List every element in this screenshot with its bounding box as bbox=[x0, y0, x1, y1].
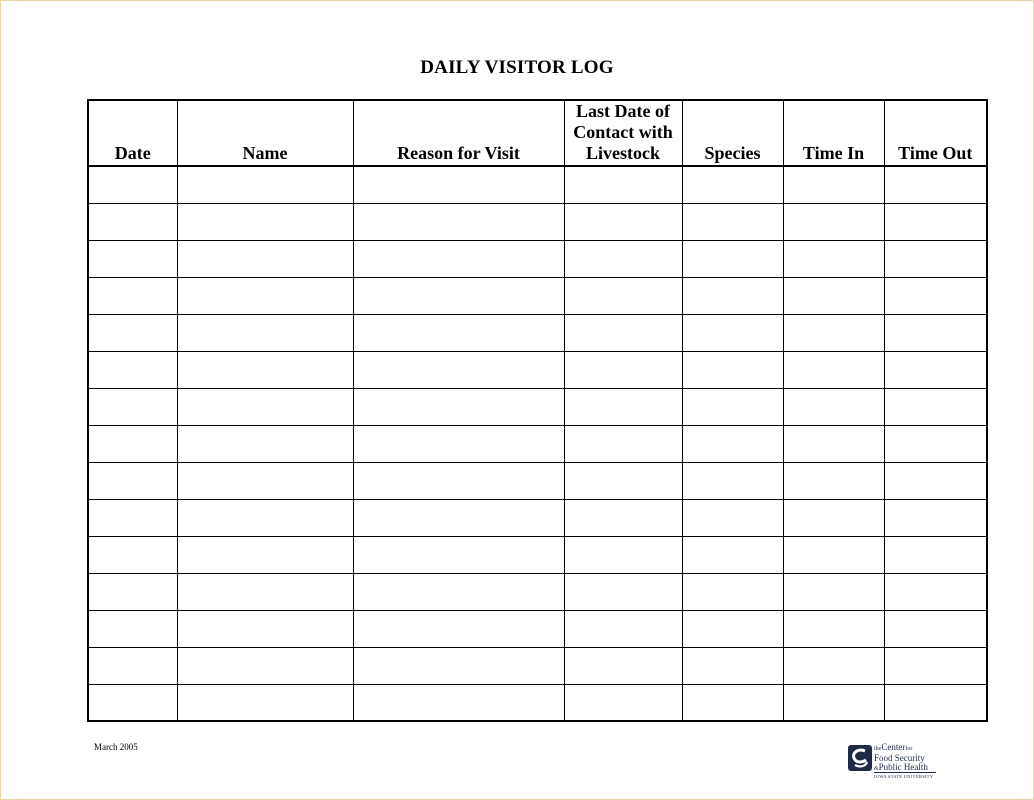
table-row bbox=[88, 240, 987, 277]
cell-reason[interactable] bbox=[353, 388, 564, 425]
logo-ampersand: & bbox=[874, 766, 879, 772]
cell-time-in[interactable] bbox=[783, 684, 884, 721]
cell-date[interactable] bbox=[88, 462, 177, 499]
log-body bbox=[88, 166, 987, 721]
cell-species[interactable] bbox=[682, 277, 783, 314]
cell-name[interactable] bbox=[177, 573, 353, 610]
column-header-last-contact: Last Date of Contact with Livestock bbox=[564, 100, 682, 166]
cell-time-in[interactable] bbox=[783, 351, 884, 388]
cell-last-contact[interactable] bbox=[564, 425, 682, 462]
cell-time-in[interactable] bbox=[783, 610, 884, 647]
cell-reason[interactable] bbox=[353, 203, 564, 240]
cell-date[interactable] bbox=[88, 314, 177, 351]
cell-last-contact[interactable] bbox=[564, 351, 682, 388]
cell-date[interactable] bbox=[88, 499, 177, 536]
column-header-time-out: Time Out bbox=[884, 100, 987, 166]
cell-reason[interactable] bbox=[353, 647, 564, 684]
cell-last-contact[interactable] bbox=[564, 573, 682, 610]
logo-center: Center bbox=[881, 742, 906, 752]
cell-last-contact[interactable] bbox=[564, 684, 682, 721]
cell-date[interactable] bbox=[88, 425, 177, 462]
cell-date[interactable] bbox=[88, 240, 177, 277]
cell-time-out[interactable] bbox=[884, 462, 987, 499]
cell-time-out[interactable] bbox=[884, 314, 987, 351]
cell-species[interactable] bbox=[682, 388, 783, 425]
cell-last-contact[interactable] bbox=[564, 536, 682, 573]
cell-last-contact[interactable] bbox=[564, 166, 682, 203]
table-row bbox=[88, 314, 987, 351]
header-row bbox=[88, 100, 987, 166]
cell-species[interactable] bbox=[682, 684, 783, 721]
cell-date[interactable] bbox=[88, 351, 177, 388]
cell-date[interactable] bbox=[88, 166, 177, 203]
cell-time-in[interactable] bbox=[783, 388, 884, 425]
cell-species[interactable] bbox=[682, 314, 783, 351]
table-row bbox=[88, 166, 987, 203]
cell-reason[interactable] bbox=[353, 536, 564, 573]
cell-last-contact[interactable] bbox=[564, 647, 682, 684]
cell-last-contact[interactable] bbox=[564, 314, 682, 351]
cell-date[interactable] bbox=[88, 647, 177, 684]
table-row bbox=[88, 351, 987, 388]
column-header-date: Date bbox=[88, 100, 177, 166]
cell-name[interactable] bbox=[177, 462, 353, 499]
cell-last-contact[interactable] bbox=[564, 610, 682, 647]
cell-species[interactable] bbox=[682, 536, 783, 573]
cell-name[interactable] bbox=[177, 425, 353, 462]
table-row bbox=[88, 277, 987, 314]
logo-for: for bbox=[905, 746, 913, 752]
cell-name[interactable] bbox=[177, 610, 353, 647]
cell-reason[interactable] bbox=[353, 610, 564, 647]
logo-the: the bbox=[874, 746, 882, 752]
cell-last-contact[interactable] bbox=[564, 499, 682, 536]
table-row bbox=[88, 203, 987, 240]
cell-last-contact[interactable] bbox=[564, 240, 682, 277]
cell-species[interactable] bbox=[682, 351, 783, 388]
logo-university: IOWA STATE UNIVERSITY bbox=[874, 774, 934, 779]
cell-reason[interactable] bbox=[353, 462, 564, 499]
cell-time-in[interactable] bbox=[783, 314, 884, 351]
cell-time-in[interactable] bbox=[783, 647, 884, 684]
cell-time-in[interactable] bbox=[783, 166, 884, 203]
cell-time-out[interactable] bbox=[884, 536, 987, 573]
column-header-name: Name bbox=[177, 100, 353, 166]
column-header-time-in: Time In bbox=[783, 100, 884, 166]
cell-reason[interactable] bbox=[353, 499, 564, 536]
cfsph-logo-icon bbox=[848, 745, 872, 771]
cell-time-out[interactable] bbox=[884, 240, 987, 277]
table-row bbox=[88, 462, 987, 499]
cell-last-contact[interactable] bbox=[564, 388, 682, 425]
page-title: DAILY VISITOR LOG bbox=[420, 57, 614, 78]
cell-reason[interactable] bbox=[353, 314, 564, 351]
cell-time-in[interactable] bbox=[783, 462, 884, 499]
cell-last-contact[interactable] bbox=[564, 277, 682, 314]
table-row bbox=[88, 425, 987, 462]
cell-reason[interactable] bbox=[353, 425, 564, 462]
cell-time-in[interactable] bbox=[783, 425, 884, 462]
cell-species[interactable] bbox=[682, 610, 783, 647]
logo-text bbox=[874, 743, 928, 774]
cell-reason[interactable] bbox=[353, 166, 564, 203]
table-row bbox=[88, 388, 987, 425]
table-row bbox=[88, 647, 987, 684]
cell-name[interactable] bbox=[177, 166, 353, 203]
cell-time-out[interactable] bbox=[884, 499, 987, 536]
cell-name[interactable] bbox=[177, 536, 353, 573]
cell-time-in[interactable] bbox=[783, 203, 884, 240]
cell-species[interactable] bbox=[682, 499, 783, 536]
table-row bbox=[88, 573, 987, 610]
table-row bbox=[88, 499, 987, 536]
table-row bbox=[88, 610, 987, 647]
cell-reason[interactable] bbox=[353, 573, 564, 610]
column-header-species: Species bbox=[682, 100, 783, 166]
cell-time-out[interactable] bbox=[884, 277, 987, 314]
cell-name[interactable] bbox=[177, 240, 353, 277]
table-row bbox=[88, 536, 987, 573]
cell-time-out[interactable] bbox=[884, 573, 987, 610]
cell-species[interactable] bbox=[682, 203, 783, 240]
cell-date[interactable] bbox=[88, 388, 177, 425]
cell-time-in[interactable] bbox=[783, 240, 884, 277]
cell-date[interactable] bbox=[88, 573, 177, 610]
cell-species[interactable] bbox=[682, 647, 783, 684]
table-row bbox=[88, 684, 987, 721]
cell-name[interactable] bbox=[177, 277, 353, 314]
cell-last-contact[interactable] bbox=[564, 462, 682, 499]
cell-time-in[interactable] bbox=[783, 536, 884, 573]
column-header-reason: Reason for Visit bbox=[353, 100, 564, 166]
cell-date[interactable] bbox=[88, 203, 177, 240]
cell-reason[interactable] bbox=[353, 351, 564, 388]
logo-rule bbox=[874, 772, 936, 773]
cell-date[interactable] bbox=[88, 536, 177, 573]
cfsph-logo bbox=[848, 742, 948, 782]
cell-time-out[interactable] bbox=[884, 166, 987, 203]
cell-species[interactable] bbox=[682, 240, 783, 277]
cell-name[interactable] bbox=[177, 647, 353, 684]
cell-time-in[interactable] bbox=[783, 277, 884, 314]
cell-species[interactable] bbox=[682, 166, 783, 203]
footer-date: March 2005 bbox=[94, 742, 138, 752]
cell-time-out[interactable] bbox=[884, 203, 987, 240]
logo-food-security: Food Security bbox=[874, 753, 925, 763]
cell-name[interactable] bbox=[177, 351, 353, 388]
visitor-log-table bbox=[87, 99, 988, 722]
cell-name[interactable] bbox=[177, 203, 353, 240]
cell-time-in[interactable] bbox=[783, 499, 884, 536]
cell-time-out[interactable] bbox=[884, 351, 987, 388]
cell-reason[interactable] bbox=[353, 277, 564, 314]
cell-time-out[interactable] bbox=[884, 610, 987, 647]
cell-name[interactable] bbox=[177, 499, 353, 536]
cell-time-in[interactable] bbox=[783, 573, 884, 610]
cell-name[interactable] bbox=[177, 388, 353, 425]
cell-name[interactable] bbox=[177, 314, 353, 351]
cell-date[interactable] bbox=[88, 277, 177, 314]
cell-species[interactable] bbox=[682, 462, 783, 499]
cell-reason[interactable] bbox=[353, 240, 564, 277]
cell-species[interactable] bbox=[682, 573, 783, 610]
cell-name[interactable] bbox=[177, 684, 353, 721]
cell-time-out[interactable] bbox=[884, 388, 987, 425]
cell-last-contact[interactable] bbox=[564, 203, 682, 240]
cell-time-out[interactable] bbox=[884, 647, 987, 684]
cell-date[interactable] bbox=[88, 684, 177, 721]
cell-time-out[interactable] bbox=[884, 425, 987, 462]
cell-reason[interactable] bbox=[353, 684, 564, 721]
logo-public-health: Public Health bbox=[878, 762, 928, 772]
cell-species[interactable] bbox=[682, 425, 783, 462]
cell-time-out[interactable] bbox=[884, 684, 987, 721]
cell-date[interactable] bbox=[88, 610, 177, 647]
